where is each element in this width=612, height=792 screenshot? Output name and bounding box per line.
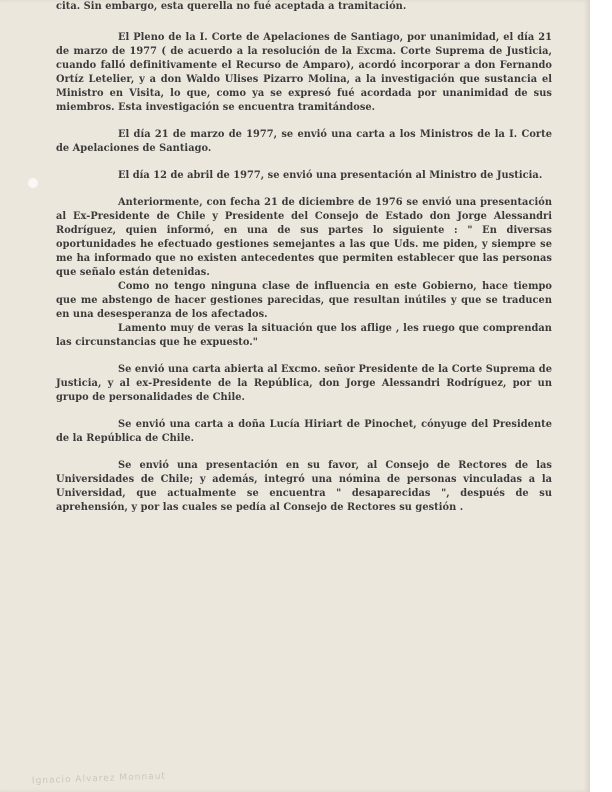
paragraph-4: El día 12 de abril de 1977, se envió una presentación al Ministro de Justicia. <box>118 170 543 181</box>
paragraph-7: Lamento muy de veras la situación que los aflige , les ruego que comprendan las circunstancias que he expuesto." <box>56 323 552 348</box>
document-body <box>56 0 552 515</box>
paragraph-9: Se envió una carta a doña Lucía Hiriart de Pinochet, cónyuge del Presidente de la República de Chile. <box>56 419 552 444</box>
paragraph-5: Anteriormente, con fecha 21 de diciembre de 1976 se envió una presentación al Ex-Presidente de Chile y Presidente del Consejo de Estado don Jorge Alessandri Rodríguez, quien informó, en una de sus partes lo siguiente : " En diversas oportunidades he efectuado gestiones semejantes a las que Uds. me piden, y siempre se me ha informado que no existen antecedentes que permiten establecer que las personas que señalo están detenidas. <box>56 197 552 278</box>
paragraph-8: Se envió una carta abierta al Excmo. señor Presidente de la Corte Suprema de Justicia, y al ex-Presidente de la República, don Jorge Alessandri Rodríguez, por un grupo de personalidades de Chile. <box>56 364 552 403</box>
paragraph-3: El día 21 de marzo de 1977, se envió una carta a los Ministros de la I. Corte de Apelaciones de Santiago. <box>56 129 552 154</box>
paragraph-6: Como no tengo ninguna clase de influencia en este Gobierno, hace tiempo que me abstengo de hacer gestiones parecidas, que resultan inútiles y que se traducen en una desesperanza de los afectados. <box>56 281 552 320</box>
paragraph-1: cita. Sin embargo, esta querella no fué aceptada a tramitación. <box>56 1 407 12</box>
faint-handwritten-note: Ignacio Alvarez Monnaut <box>31 771 167 787</box>
paper-stain <box>28 178 38 188</box>
paragraph-10: Se envió una presentación en su favor, al Consejo de Rectores de las Universidades de Chile; y además, integró una nómina de personas vinculadas a la Universidad, que actualmente se encuentra " desaparecidas ", después de su aprehensión, y por las cuales se pedía al Consejo de Rectores su gestión . <box>56 460 552 513</box>
paragraph-2: El Pleno de la I. Corte de Apelaciones de Santiago, por unanimidad, el día 21 de marzo de 1977 ( de acuerdo a la resolución de la Excma. Corte Suprema de Justicia, cuando falló definitivamente el Recurso de Amparo), acordó incorporar a don Fernando Ortíz Letelier, y a don Waldo Ulises Pizarro Molina, a la investigación que sustancia el Ministro en Visita, lo que, como ya se expresó fué acordada por unanimidad de sus miembros. Esta investigación se encuentra tramitándose. <box>56 32 552 113</box>
